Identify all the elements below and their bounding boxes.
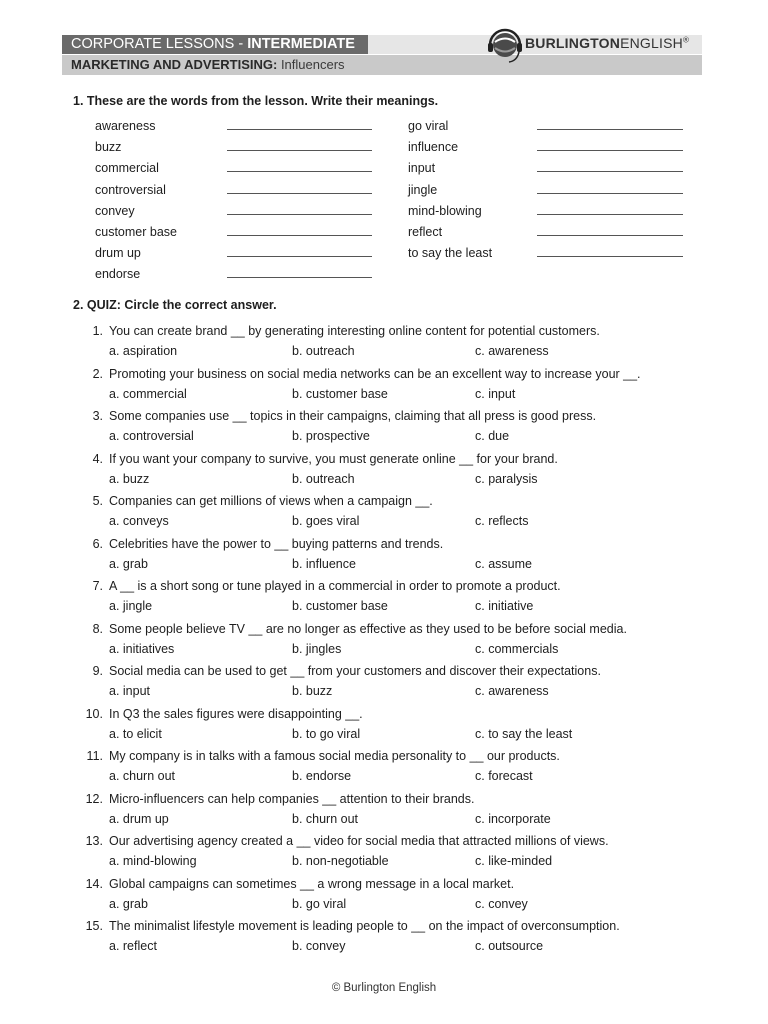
question-text: You can create brand __ by generating interesting online content for potential customers. (109, 324, 600, 338)
course-prefix: CORPORATE LESSONS - (71, 36, 248, 52)
answer-option-a[interactable]: a. grab (109, 896, 148, 911)
answer-option-c[interactable]: c. forecast (475, 769, 533, 783)
logo-light-text: ENGLISH (620, 35, 683, 51)
answer-option-c[interactable]: c. like-minded (475, 854, 553, 868)
logo-bold-text: BURLINGTON (525, 35, 621, 51)
vocab-word: controversial (95, 182, 166, 197)
footer-copyright: © Burlington English (331, 982, 437, 994)
question-number: 5. (92, 494, 103, 508)
answer-option-c[interactable]: c. outsource (475, 939, 544, 953)
lesson-topic-prefix: MARKETING AND ADVERTISING: (71, 57, 278, 72)
vocab-word: convey (95, 203, 135, 218)
answer-option-a[interactable]: a. mind-blowing (109, 854, 197, 868)
answer-option-b[interactable]: b. outreach (292, 344, 355, 358)
question-number: 9. (92, 664, 103, 678)
answer-line[interactable] (227, 214, 372, 215)
question-number: 13. (85, 834, 103, 848)
answer-option-a[interactable]: a. input (109, 684, 151, 698)
answer-option-c[interactable]: c. assume (475, 556, 532, 571)
question-number: 15. (85, 919, 103, 933)
question-text: A __ is a short song or tune played in a commercial in order to promote a product. (109, 579, 561, 593)
answer-option-b[interactable]: b. influence (292, 556, 356, 571)
answer-option-a[interactable]: a. grab (109, 556, 148, 571)
answer-option-a[interactable]: a. initiatives (109, 641, 175, 656)
vocab-word: to say the least (408, 246, 493, 261)
vocab-word: jingle (408, 182, 438, 197)
course-title (62, 35, 368, 54)
question-text: Companies can get millions of views when a campaign __. (109, 494, 433, 508)
answer-line[interactable] (227, 235, 372, 236)
answer-line[interactable] (227, 171, 372, 172)
section2-title: 2. QUIZ: Circle the correct answer. (73, 298, 277, 312)
answer-line[interactable] (537, 214, 683, 215)
question-number: 11. (86, 749, 103, 763)
question-number: 4. (92, 451, 103, 466)
answer-option-a[interactable]: a. jingle (109, 599, 153, 613)
question-number: 8. (92, 621, 103, 636)
answer-option-b[interactable]: b. customer base (292, 386, 388, 401)
registered-mark: ® (682, 35, 690, 45)
question-text: In Q3 the sales figures were disappointing __. (109, 706, 363, 721)
answer-option-c[interactable]: c. reflects (475, 514, 529, 528)
question-number: 10. (85, 706, 103, 721)
answer-option-c[interactable]: c. paralysis (475, 471, 538, 486)
question-number: 1. (92, 324, 103, 338)
answer-option-a[interactable]: a. controversial (109, 429, 194, 443)
question-text: Promoting your business on social media networks can be an excellent way to increase your __. (109, 366, 641, 381)
answer-option-a[interactable]: a. churn out (109, 769, 176, 783)
answer-line[interactable] (537, 193, 683, 194)
answer-option-c[interactable]: c. due (475, 429, 510, 443)
answer-option-b[interactable]: b. outreach (292, 471, 355, 486)
answer-line[interactable] (227, 150, 372, 151)
headset-globe-icon (485, 25, 525, 65)
question-text: The minimalist lifestyle movement is leading people to __ on the impact of overconsumption. (109, 919, 620, 933)
vocab-word: endorse (95, 267, 141, 282)
answer-line[interactable] (227, 129, 372, 130)
section1-title: 1. These are the words from the lesson. Write their meanings. (73, 94, 439, 108)
answer-option-b[interactable]: b. non-negotiable (292, 854, 389, 868)
answer-option-a[interactable]: a. conveys (109, 514, 169, 528)
vocab-word: reflect (408, 225, 443, 239)
lesson-topic: Influencers (280, 57, 345, 72)
vocab-word: input (408, 161, 436, 176)
vocab-word: mind-blowing (408, 203, 482, 218)
course-level: INTERMEDIATE (247, 36, 355, 52)
vocab-word: go viral (408, 119, 449, 133)
burlington-logo (485, 25, 700, 65)
answer-option-b[interactable]: b. go viral (292, 896, 347, 911)
answer-line[interactable] (537, 150, 683, 151)
answer-option-b[interactable]: b. convey (292, 939, 346, 953)
question-text: Some companies use __ topics in their campaigns, claiming that all press is good press. (109, 409, 597, 423)
answer-option-c[interactable]: c. commercials (475, 641, 559, 656)
answer-option-c[interactable]: c. initiative (475, 599, 534, 613)
answer-option-c[interactable]: c. awareness (475, 684, 549, 698)
question-number: 2. (92, 366, 103, 381)
vocab-word: awareness (95, 119, 156, 133)
question-number: 14. (85, 876, 103, 891)
question-text: Social media can be used to get __ from your customers and discover their expectations. (109, 664, 601, 678)
answer-line[interactable] (537, 256, 683, 257)
answer-line[interactable] (227, 277, 372, 278)
answer-line[interactable] (537, 235, 683, 236)
question-number: 12. (85, 791, 103, 806)
vocab-word: customer base (95, 225, 177, 239)
question-text: If you want your company to survive, you must generate online __ for your brand. (109, 451, 558, 466)
question-text: Celebrities have the power to __ buying patterns and trends. (109, 536, 444, 551)
logo-wordmark (525, 35, 689, 51)
question-text: Global campaigns can sometimes __ a wrong message in a local market. (109, 876, 515, 891)
question-text: My company is in talks with a famous social media personality to __ our products. (109, 749, 560, 763)
answer-option-b[interactable]: b. churn out (292, 811, 359, 826)
answer-option-c[interactable]: c. to say the least (475, 726, 573, 741)
question-number: 7. (92, 579, 103, 593)
answer-option-b[interactable]: b. customer base (292, 599, 388, 613)
vocab-word: influence (408, 140, 459, 155)
answer-line[interactable] (537, 129, 683, 130)
answer-option-a[interactable]: a. aspiration (109, 344, 178, 358)
answer-option-b[interactable]: b. to go viral (292, 726, 361, 741)
answer-option-a[interactable]: a. buzz (109, 471, 150, 486)
answer-option-a[interactable]: a. drum up (109, 811, 169, 826)
answer-option-c[interactable]: c. convey (475, 896, 528, 911)
question-text: Our advertising agency created a __ video for social media that attracted millions of views. (109, 834, 609, 848)
answer-line[interactable] (227, 193, 372, 194)
vocab-word: commercial (95, 161, 159, 176)
answer-option-b[interactable]: b. jingles (292, 641, 342, 656)
answer-option-a[interactable]: a. to elicit (109, 726, 162, 741)
answer-option-b[interactable]: b. buzz (292, 684, 333, 698)
answer-option-b[interactable]: b. endorse (292, 769, 352, 783)
vocab-word: buzz (95, 140, 122, 155)
answer-option-b[interactable]: b. prospective (292, 429, 370, 443)
answer-option-c[interactable]: c. awareness (475, 344, 549, 358)
answer-line[interactable] (537, 171, 683, 172)
answer-option-b[interactable]: b. goes viral (292, 514, 360, 528)
question-text: Micro-influencers can help companies __ attention to their brands. (109, 791, 475, 806)
answer-option-c[interactable]: c. incorporate (475, 811, 551, 826)
vocab-word: drum up (95, 246, 141, 261)
answer-line[interactable] (227, 256, 372, 257)
answer-option-c[interactable]: c. input (475, 386, 516, 401)
question-number: 6. (92, 536, 103, 551)
question-number: 3. (92, 409, 103, 423)
answer-option-a[interactable]: a. commercial (109, 386, 187, 401)
question-text: Some people believe TV __ are no longer as effective as they used to be before social media. (109, 621, 627, 636)
answer-option-a[interactable]: a. reflect (109, 939, 157, 953)
